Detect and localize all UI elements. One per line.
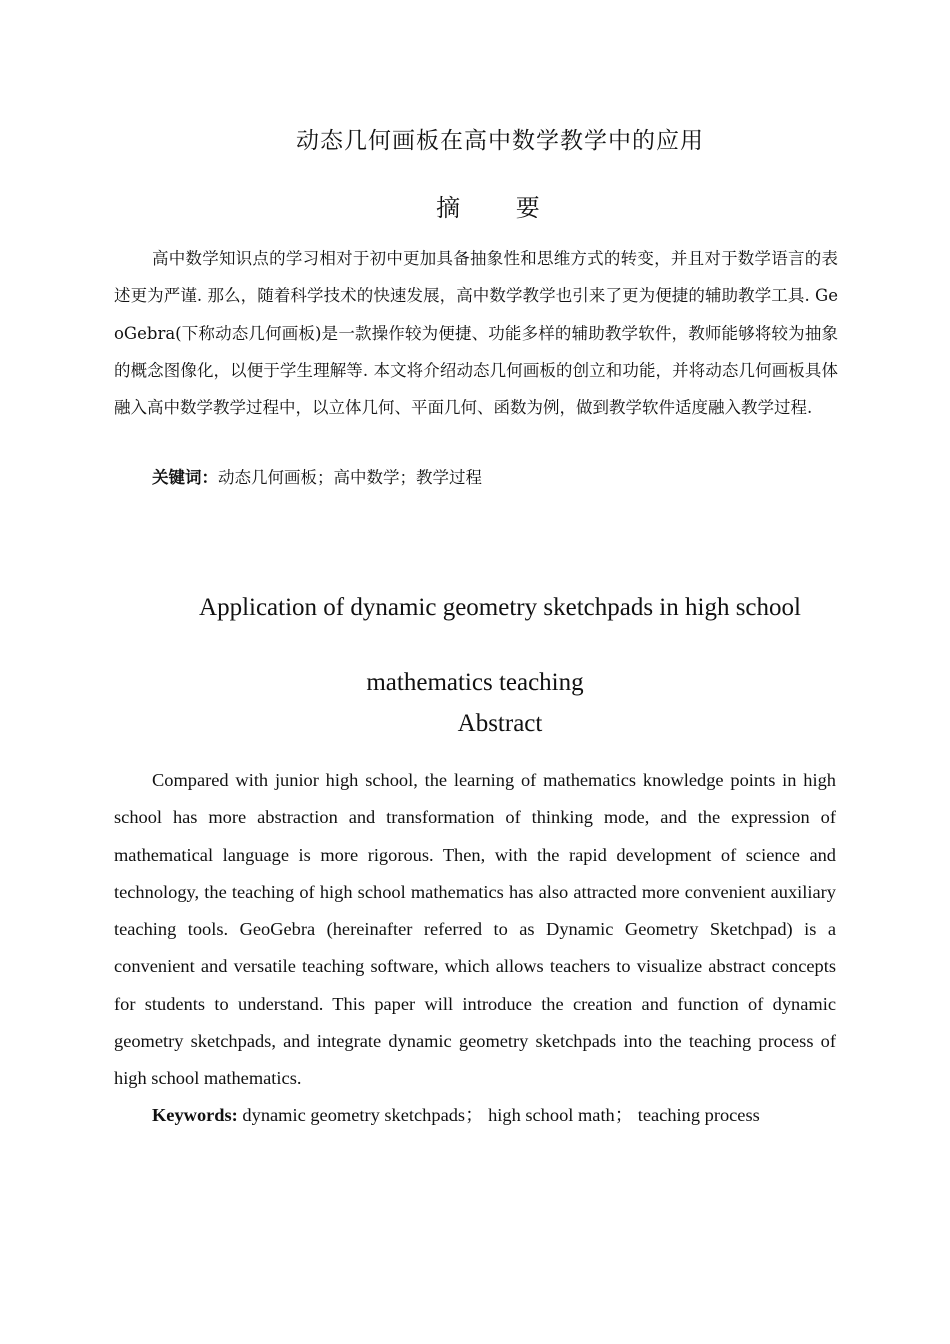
chinese-keywords (152, 462, 482, 494)
chinese-abstract-body: 高中数学知识点的学习相对于初中更加具备抽象性和思维方式的转变，并且对于数学语言的表述更为严谨. 那么，随着科学技术的快速发展，高中数学教学也引来了更为便捷的辅助教学工具. GeoGebra(下称动态几何画板)是一款操作较为便捷、功能多样的辅助教学软件，教师能够将较为抽象的概念图像化，以便于学生理解等. 本文将介绍动态几何画板的创立和功能，并将动态几何画板具体融入高中数学教学过程中，以立体几何、平面几何、函数为例，做到教学软件适度融入教学过程. (114, 249, 838, 418)
chinese-abstract-heading: 摘 要 (436, 194, 564, 222)
english-keywords (152, 1099, 760, 1131)
chinese-keywords-label: 关键词： (152, 468, 218, 487)
chinese-title: 动态几何画板在高中数学教学中的应用 (296, 128, 704, 154)
english-title-line-2: mathematics teaching (366, 669, 584, 696)
english-keywords-text: dynamic geometry sketchpads； high school math； teaching process (242, 1105, 760, 1125)
english-abstract-body: Compared with junior high school, the learning of mathematics knowledge points in high school has more abstraction and transformation of thinking mode, and the expression of mathematical language is more rigorous. Then, with the rapid development of science and technology, the teaching of high school mathematics has also attracted more convenient auxiliary teaching tools. GeoGebra (hereinafter referred to as Dynamic Geometry Sketchpad) is a convenient and versatile teaching software, which allows teachers to visualize abstract concepts for students to understand. This paper will introduce the creation and function of dynamic geometry sketchpads, and integrate dynamic geometry sketchpads into the teaching process of high school mathematics. (114, 770, 836, 1089)
english-title (114, 570, 886, 720)
chinese-keywords-text: 动态几何画板；高中数学；教学过程 (218, 468, 482, 487)
english-title-line-1: Application of dynamic geometry sketchpads in high school (199, 594, 801, 621)
english-keywords-label: Keywords: (152, 1105, 238, 1125)
english-abstract-heading: Abstract (457, 710, 543, 737)
